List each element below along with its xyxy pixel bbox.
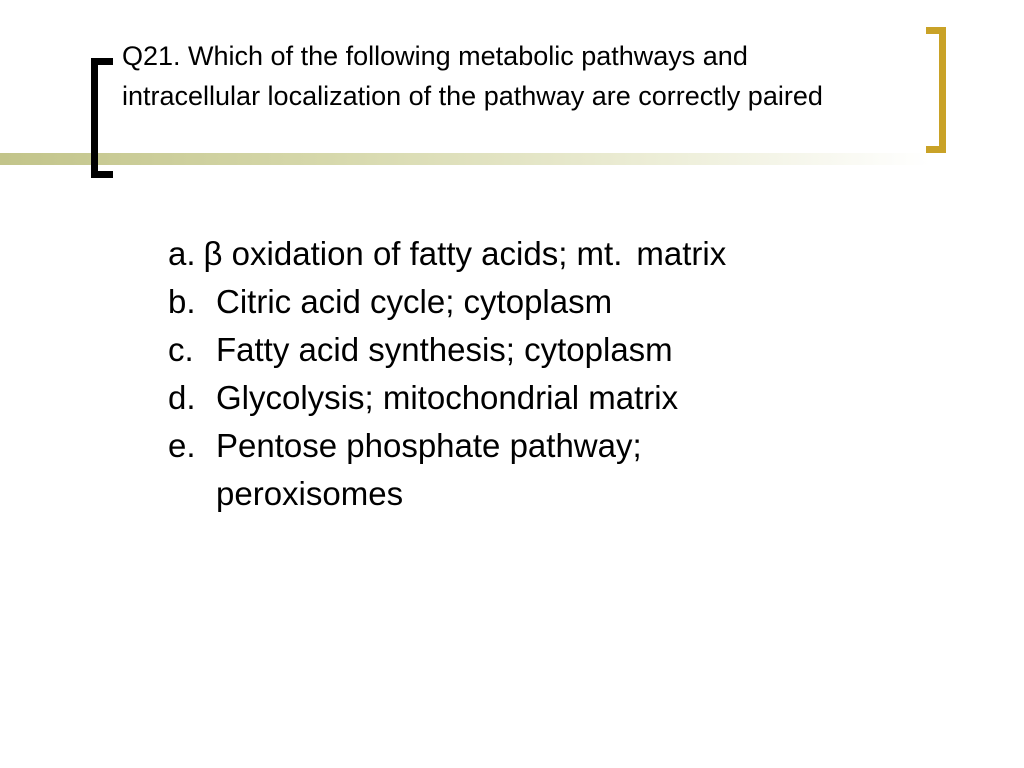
right-bracket-decoration	[926, 27, 946, 153]
option-letter: e.	[168, 427, 196, 464]
answer-option-a	[168, 230, 888, 278]
answer-options-list	[168, 230, 888, 518]
option-letter: b.	[168, 283, 196, 320]
option-letter: d.	[168, 379, 196, 416]
answer-option-e	[168, 422, 888, 518]
option-text: Citric acid cycle; cytoplasm	[216, 283, 613, 320]
header-accent-band	[0, 153, 930, 165]
option-letter: c.	[168, 331, 194, 368]
option-text: Glycolysis; mitochondrial matrix	[216, 379, 679, 416]
option-text-continuation: peroxisomes	[216, 475, 404, 512]
option-text-main: β oxidation of fatty acids; mt.	[203, 235, 623, 272]
answer-option-b	[168, 278, 888, 326]
option-letter: a.	[168, 235, 196, 272]
option-text	[204, 230, 727, 278]
option-text: Fatty acid synthesis; cytoplasm	[216, 331, 673, 368]
question-title: Q21. Which of the following metabolic pathways and intracellular localization of the pathway are correctly paired	[122, 41, 823, 111]
left-bracket-decoration	[91, 58, 113, 178]
option-text-tail: matrix	[636, 235, 727, 272]
answer-option-d	[168, 374, 888, 422]
option-text: Pentose phosphate pathway;	[216, 427, 642, 464]
answer-option-c	[168, 326, 888, 374]
